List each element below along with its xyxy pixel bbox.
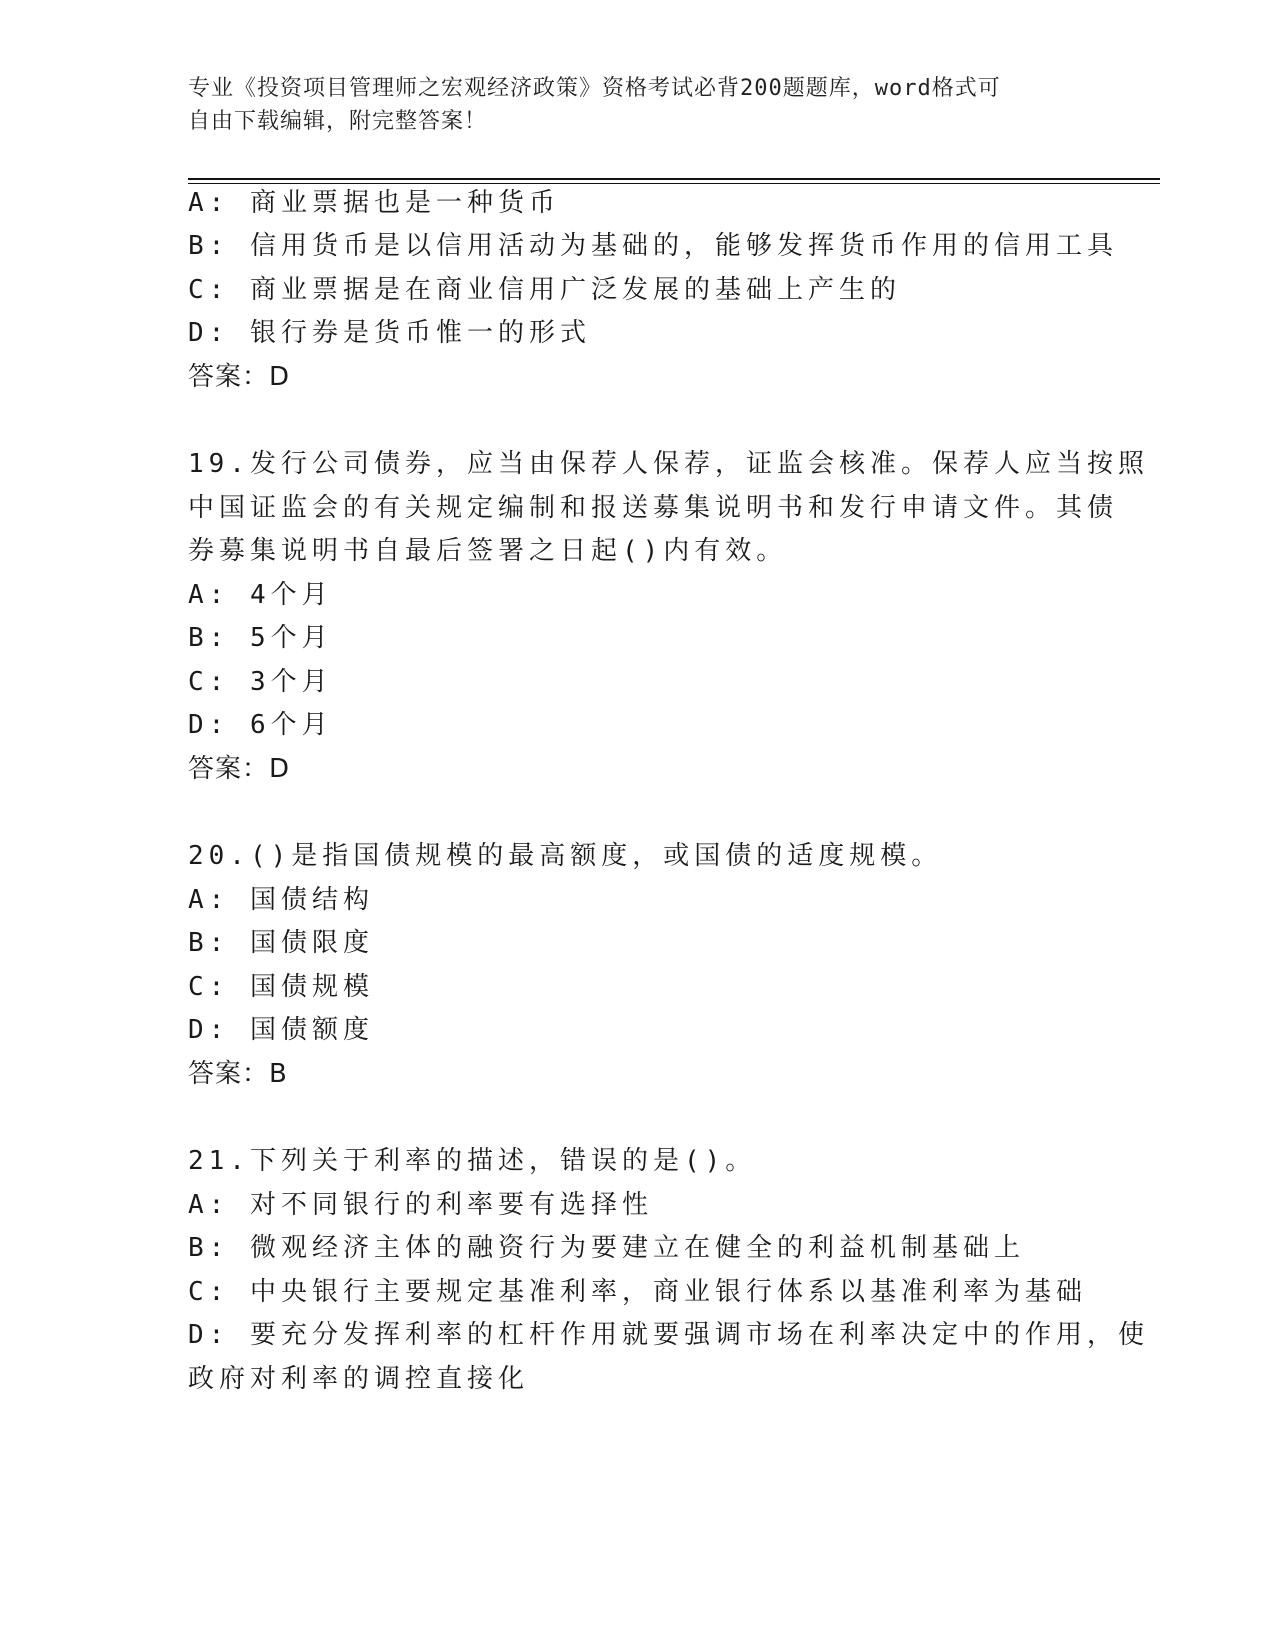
document-header [188,72,1088,138]
q20-stem-line-1: 20.()是指国债规模的最高额度，或国债的适度规模。 [188,841,943,871]
q18-option-a: A: 商业票据也是一种货币 [188,188,560,218]
q19-option-c: C: 3个月 [188,667,333,697]
q21-option-d: D: 要充分发挥利率的杠杆作用就要强调市场在利率决定中的作用，使 [188,1320,1149,1350]
header-line-2: 自由下载编辑，附完整答案！ [188,109,488,134]
q21-option-a: A: 对不同银行的利率要有选择性 [188,1190,653,1220]
q21-stem-line-1: 21.下列关于利率的描述，错误的是()。 [188,1146,757,1176]
q20-option-c: C: 国债规模 [188,972,374,1002]
q21-option-d-continued: 政府对利率的调控直接化 [188,1364,530,1394]
q18-answer: 答案：D [188,362,291,392]
q20-option-b: B: 国债限度 [188,928,374,958]
q21-option-b: B: 微观经济主体的融资行为要建立在健全的利益机制基础上 [188,1233,1025,1263]
q20-answer: 答案：B [188,1059,288,1089]
q18-option-c: C: 商业票据是在商业信用广泛发展的基础上产生的 [188,275,901,305]
q19-option-a: A: 4个月 [188,580,333,610]
header-line-1: 专业《投资项目管理师之宏观经济政策》资格考试必背200题题库，word格式可 [188,76,1001,101]
q19-stem-line-2: 中国证监会的有关规定编制和报送募集说明书和发行申请文件。其债 [188,493,1119,523]
header-divider-thin [188,183,1160,184]
q21-option-c: C: 中央银行主要规定基准利率，商业银行体系以基准利率为基础 [188,1277,1087,1307]
q20-option-a: A: 国债结构 [188,885,374,915]
header-divider-thick [188,178,1160,180]
q18-option-b: B: 信用货币是以信用活动为基础的，能够发挥货币作用的信用工具 [188,231,1118,261]
q19-stem-line-3: 券募集说明书自最后签署之日起()内有效。 [188,536,788,566]
q20-option-d: D: 国债额度 [188,1015,374,1045]
q19-stem-line-1: 19.发行公司债券，应当由保荐人保荐，证监会核准。保荐人应当按照 [188,449,1149,479]
q19-option-d: D: 6个月 [188,710,333,740]
q19-answer: 答案：D [188,754,291,784]
q18-option-d: D: 银行券是货币惟一的形式 [188,318,591,348]
q19-option-b: B: 5个月 [188,623,333,653]
